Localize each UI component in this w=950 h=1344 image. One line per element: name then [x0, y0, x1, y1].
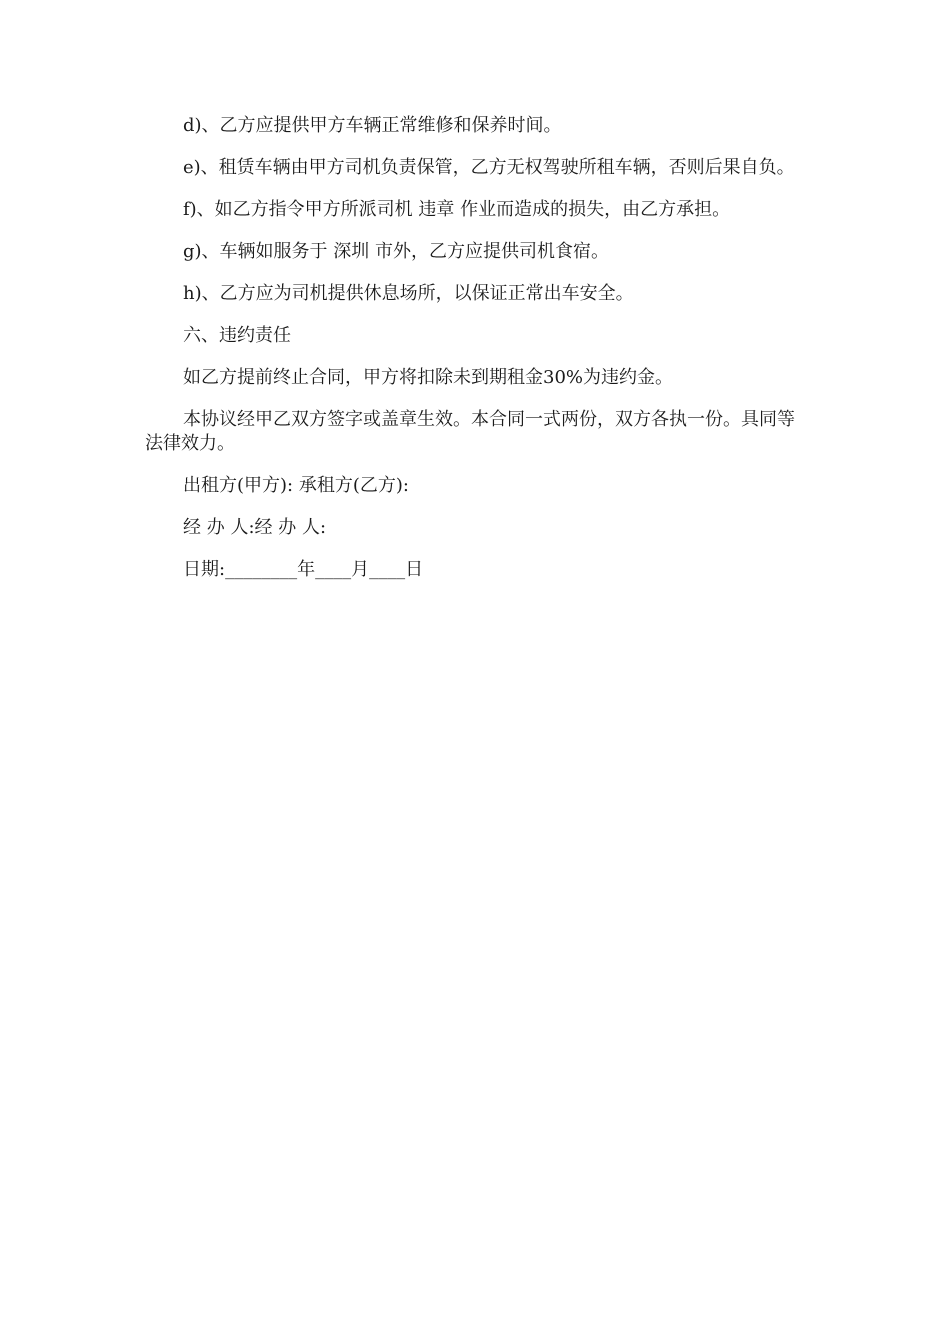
clause-e: e)、租赁车辆由甲方司机负责保管，乙方无权驾驶所租车辆，否则后果自负。	[183, 157, 795, 178]
penalty-clause: 如乙方提前终止合同，甲方将扣除未到期租金30%为违约金。	[183, 367, 674, 388]
effectiveness-clause: 本协议经甲乙双方签字或盖章生效。本合同一式两份，双方各执一份。具同等法律效力。	[145, 409, 795, 454]
clause-f: f)、如乙方指令甲方所派司机 违章 作业而造成的损失，由乙方承担。	[183, 199, 731, 220]
handler-signature-line: 经 办 人:经 办 人:	[183, 517, 327, 538]
section-heading-breach: 六、违约责任	[183, 325, 291, 346]
clause-d: d)、乙方应提供甲方车辆正常维修和保养时间。	[183, 115, 562, 136]
document-body	[145, 114, 805, 600]
parties-signature-line: 出租方(甲方): 承租方(乙方):	[183, 475, 409, 496]
clause-h: h)、乙方应为司机提供休息场所，以保证正常出车安全。	[183, 283, 634, 304]
clause-g: g)、车辆如服务于 深圳 市外，乙方应提供司机食宿。	[183, 241, 609, 262]
date-line: 日期:________年____月____日	[183, 559, 424, 580]
